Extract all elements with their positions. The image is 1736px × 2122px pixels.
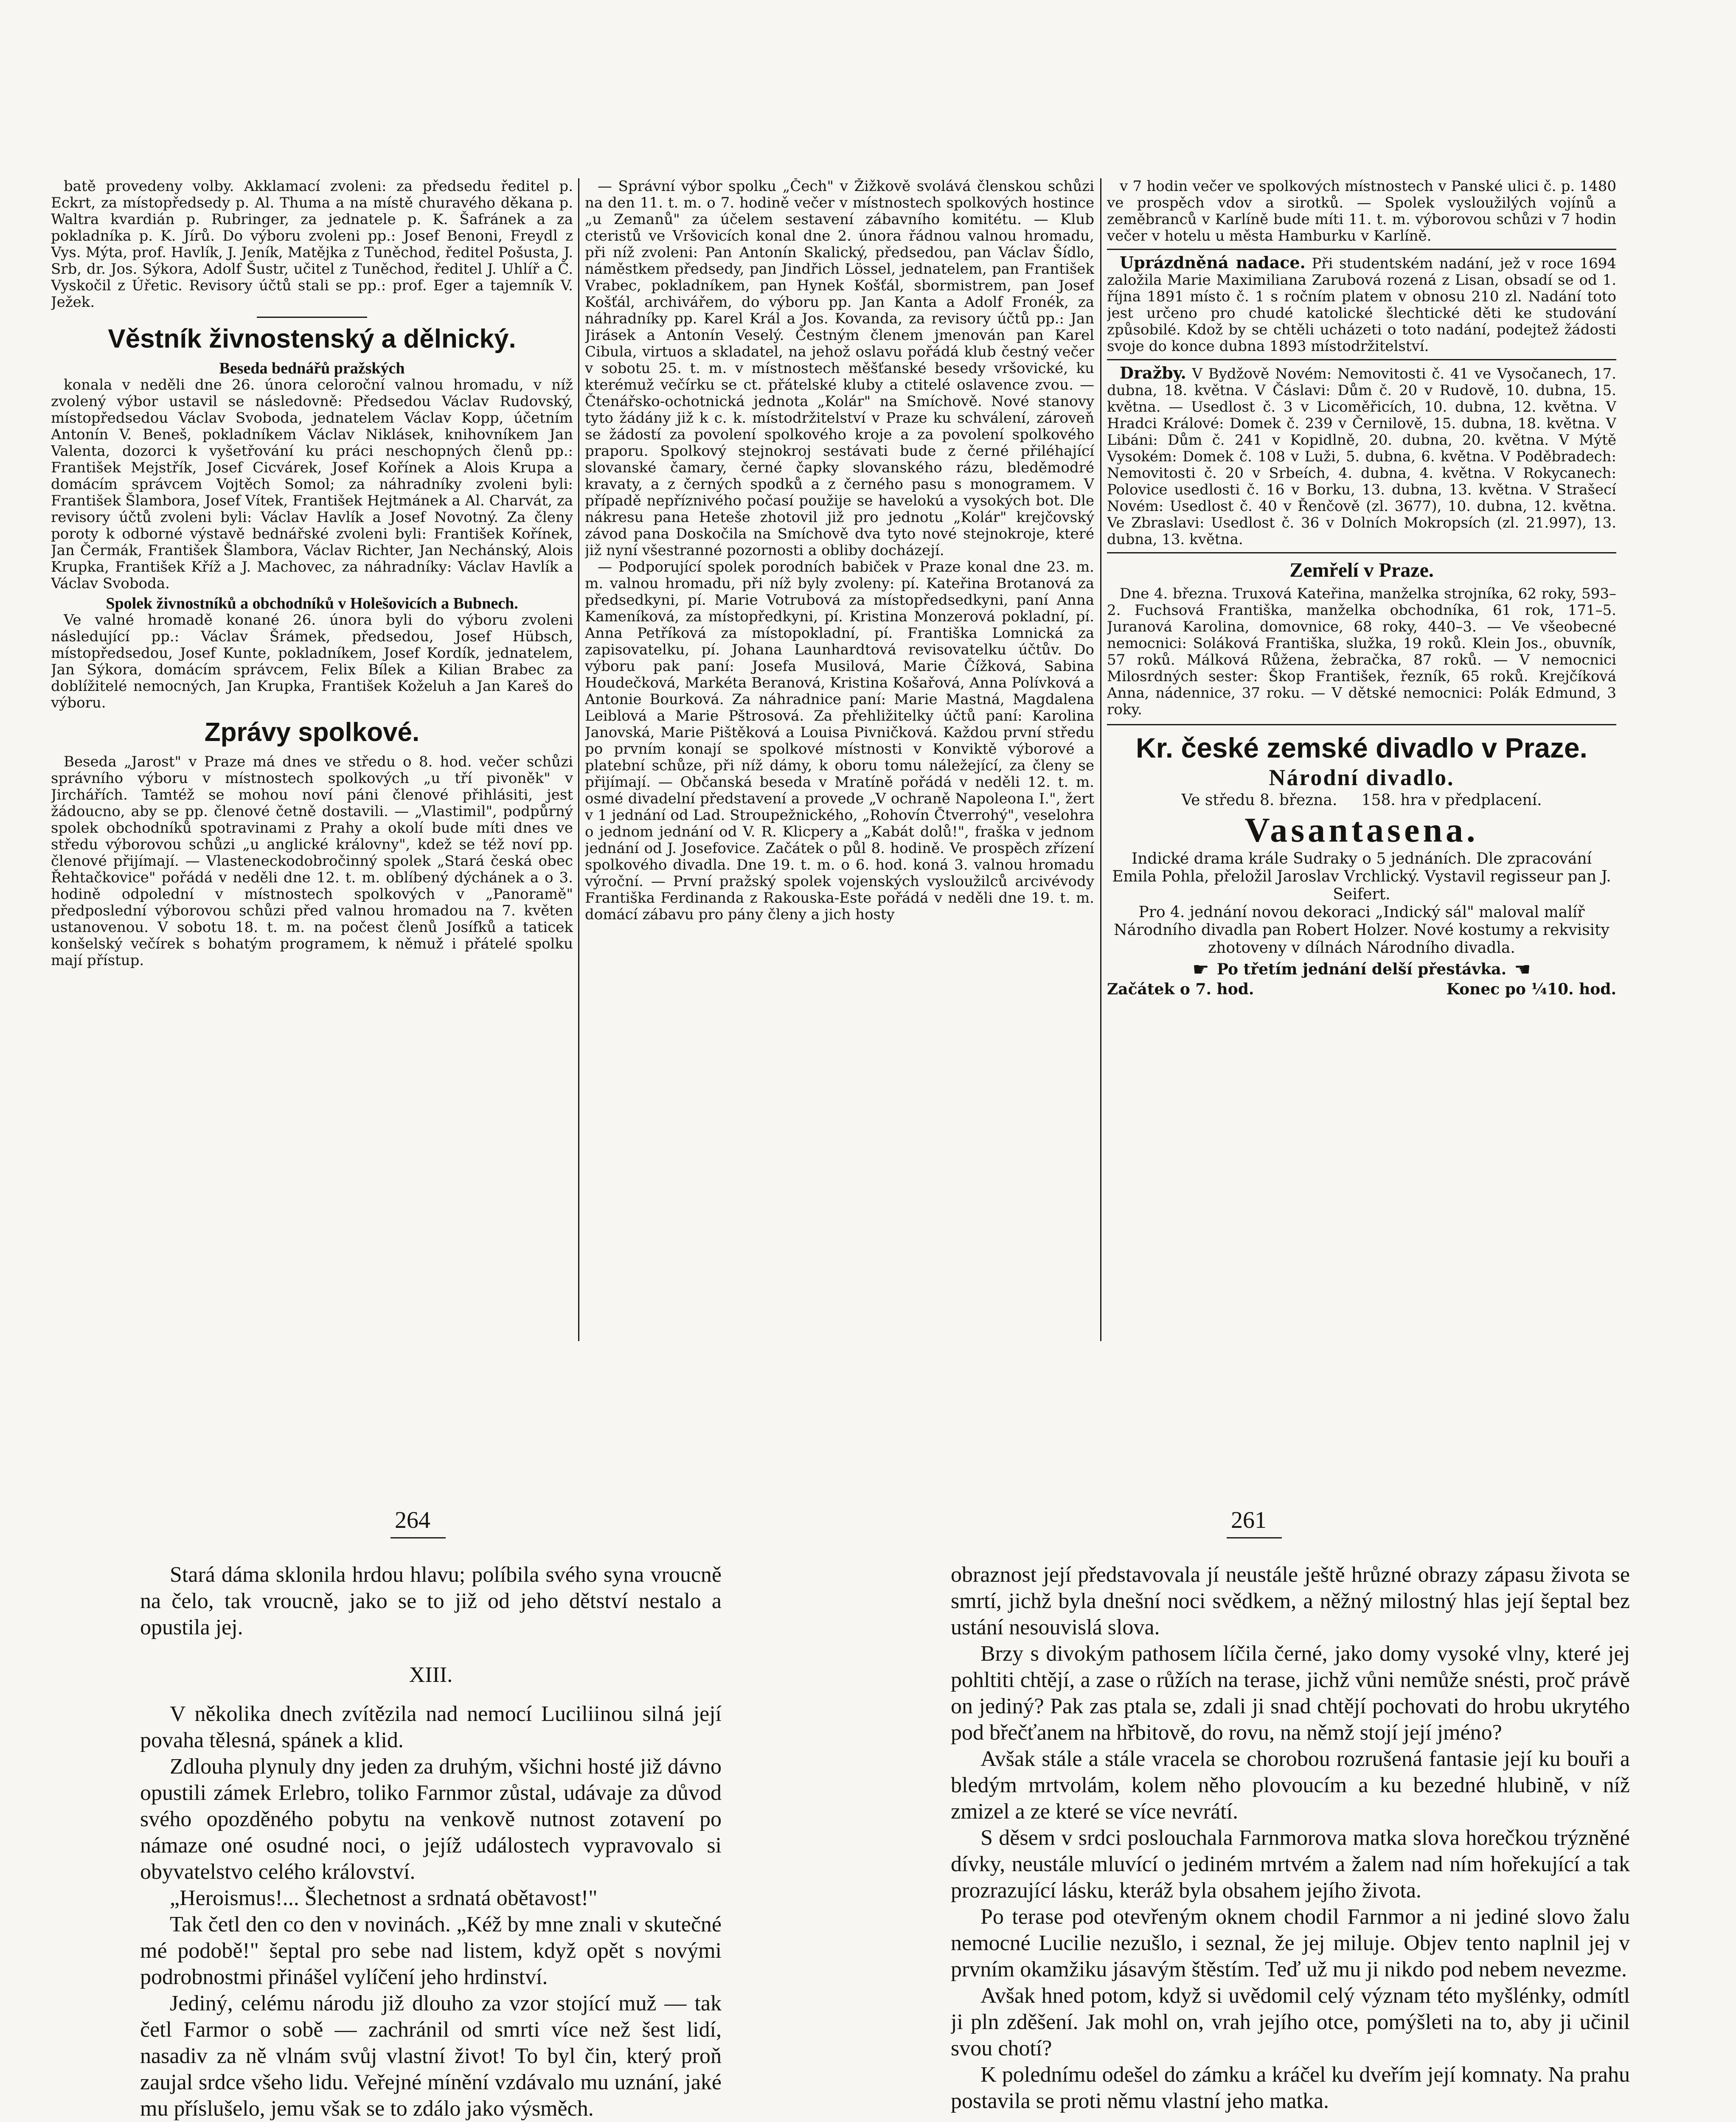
column-rule-2 [1100, 178, 1101, 1341]
election-paragraph: batě provedeny volby. Akklamací zvoleni: za předsedu ředitel p. Eckrt, za místopředsedy p. Al. Thuma a na místě churavého děkana p. Waltra kvardián p. Rubringer, za jednatele p. K. Šafránek a za pokladníka p. K. Jírů. Do výboru zvoleni pp.: Josef Benoni, Freydl z Vys. Mýta, prof. Havlík, J. Jeník, Matějka z Tuněchod, ředitel Pošusta, J. Srb, dr. Jos. Sýkora, Adolf Šustr, učitel z Tuněchod, ředitel J. Uhlíř a Č. Vyskočil z Úřetic. Revisory účtů stali se pp.: prof. Eger a tajemník V. Ježek. [51, 178, 573, 311]
spolek-paragraph: Ve valné hromadě konané 26. února byli do výboru zvoleni následující pp.: Václav Šrámek, předsedou, Josef Hübsch, místopředsedou, Josef Kunte, pokladníkem, Josef Kordík, jednatelem, Jan Sýkora, domácím správcem, Felix Bílek a Kilian Brabec za doblížitelé nemocných, Jan Krupka, František Koželuh a Jan Kareš do výboru. [51, 612, 573, 711]
book-paragraph: Tak četl den co den v novinách. „Kéž by mne znali v skutečné mé podobě!" šeptal pro sebe nad listem, když opět s novými podrobnostmi přinášel vylíčení jeho hrdinství. [140, 1912, 722, 1989]
theatre-play-title: Vasantasena. [1244, 811, 1479, 849]
book-paragraph: Po terase pod otevřeným oknem chodil Farnmor a ni jediné slovo žalu nemocné Lucilie nezušlo, i seznal, že jej miluje. Objev tento naplnil jej v prvním okamžiku jásavým štěstím. Teď už mu ji nikdo pod nebem nevezme. [951, 1905, 1630, 1982]
book-paragraph: Avšak stále a stále vracela se chorobou rozrušená fantasie její ku bouři a bledým mrtvolám, kolem něho plovoucím a ku bezedné hlubině, v níž zmizel a ze které se více nevrátí. [951, 1747, 1630, 1824]
veterans-paragraph: v 7 hodin večer ve spolkových místnostech v Panské ulici č. p. 1480 ve prospěch vdov a sirotků. — Spolek vysloužilých vojínů a zeměbranců v Karlíně bude míti 11. t. m. výborovou schůzi v 7 hodin večer v hotelu u města Hamburku v Karlíně. [1107, 178, 1616, 244]
theatre-date: Ve středu 8. března. 158. hra v předplacení. [1181, 792, 1542, 809]
book-paragraph: Stará dáma sklonila hrdou hlavu; políbila svého syna vroucně na čelo, tak vroucně, jako se to již od jeho dětství nestalo a opustila jej. [140, 1563, 722, 1639]
book-paragraph: obraznost její představovala jí neustále ještě hrůzné obrazy zápasu života se smrtí, jichž byla dnešní noci svědkem, a něžný milostný hlas její šeptal bez ustání nesouvislá slova. [951, 1563, 1630, 1639]
book-paragraph: V několika dnech zvítězila nad nemocí Luciliinou silná její povaha tělesná, spánek a klid. [140, 1702, 722, 1752]
book-page-right [951, 1562, 1630, 2122]
zpravy-paragraph: Beseda „Jarost" v Praze má dnes ve středu o 8. hod. večer schůzi správního výboru v místnostech spolkových „u tří pivoněk" v Jirchářích. Tamtéž se mohou noví páni členové přihlásiti, jest žádoucno, aby se pp. členové četně dostavili. — „Vlastimil", podpůrný spolek obchodníků spotravinami z Prahy a okolí bude míti dnes ve středu výborovou schůzi „u anglické královny", kdež se též noví pp. členové přijímají. — Vlasteneckodobročinný spolek „Stará česká obec Řehtačkovice" pořádá v neděli dne 12. t. m. oblíbený dýchánek a o 3. hodině odpolední v místnostech spolkových v „Panoramě" předposlední výborovou schůzi před valnou hromadou na 7. květen ustanovenou. V sobotu 18. t. m. na počest členů Josífků a taticek konšelský večírek s bohatým programem, k němuž i přátelé spolku mají přístup. [51, 753, 573, 969]
column-divider [1107, 552, 1616, 553]
zemreli-paragraph: Dne 4. března. Truxová Kateřina, manželka strojníka, 62 roky, 593–2. Fuchsová Františka, manželka obchodníka, 61 rok, 171–5. Juranová Karolina, domovnice, 68 roky, 440–3. — Ve všeobecné nemocnici: Soláková Františka, služka, 19 roků. Klein Jos., obuvník, 57 roků. Málková Růžena, žebračka, 87 roků. — V nemocnici Milosrdných sester: Škop František, řezník, 65 roků. Krejčíková Anna, nádennice, 37 roku. — V dětské nemocnici: Polák Edmund, 3 roky. [1107, 585, 1616, 718]
book-paragraph: Jediný, celému národu již dlouho za vzor stojící muž — tak četl Farmor o sobě — zachránil od smrti více než šest lidí, nasadiv za ně vlnám svůj vlastní život! To byl čin, který proň zaujal srdce všeho lidu. Veřejné mínění vzdávalo mu uznání, jaké mu příslušelo, jemu však se to zdálo jako výsměch. [140, 1991, 722, 2121]
theatre-end-time: Konec po ¼10. hod. [1446, 980, 1616, 998]
book-paragraph: „Heroismus!... Šlechetnost a srdnatá obětavost!" [170, 1886, 598, 1910]
pointing-hand-icon: ☛ [1192, 959, 1209, 980]
news-column-2 [585, 178, 1094, 1341]
theatre-note: Pro 4. jednání novou dekoraci „Indický sál" maloval malíř Národního divadla pan Robert Holzer. Nové kostumy a rekvisity zhotoveny v dílnách Národního divadla. [1114, 904, 1610, 957]
book-page-left [140, 1562, 722, 2122]
book-paragraph: S děsem v srdci poslouchala Farnmorova matka slova horečkou trýzněné dívky, neustále mluvící o jediném mrtvém a žalem nad ním hořekující a tak prozrazující lásku, kteráž byla obsahem jejího života. [951, 1826, 1630, 1903]
chapter-number: XIII. [409, 1663, 453, 1687]
column-divider [1107, 359, 1616, 360]
pointing-hand-left-icon: ☚ [1514, 959, 1531, 980]
theatre-description: Indické drama krále Sudraky o 5 jednáních. Dle zpracování Emila Pohla, přeložil Jaroslav Vrchlický. Vystavil regisseur pan J. Seifert. [1112, 850, 1611, 903]
subheading-drazby: Dražby. [1120, 363, 1186, 382]
column-divider [257, 317, 367, 318]
book-paragraph: Avšak hned potom, když si uvědomil celý význam této myšlénky, odmítl ji pln zděšení. Jak mohl on, vrah jejího otce, pomýšleti na to, aby ji učinil svou chotí? [951, 1984, 1630, 2060]
section-heading-vestnik: Věstník živnostenský a dělnický. [108, 324, 516, 354]
heading-zemreli: Zemřelí v Praze. [1289, 559, 1434, 581]
subheading-nadace: Uprázdněná nadace. [1120, 253, 1306, 272]
page-number-underline-right [1227, 1537, 1282, 1538]
nadace-paragraph: Při studentském nadání, jež v roce 1694 založila Marie Maximiliana Zarubová rozená z Lisan, obsadí se od 1. října 1891 místo č. 1 s ročním platem v obnosu 210 zl. Nadání toto jest určeno pro chudé katolické šlechtické děti ke studování způsobilé. Kdož by se chtěli ucházeti o toto nadání, podejtež žádosti svoje do konce dubna 1893 místodržitelství. [1107, 255, 1616, 355]
beseda-paragraph: konala v neděli dne 26. února celoroční valnou hromadu, v níž zvolený výbor ustavil se následovně: Předsedou Václav Rudovský, místopředsedou Václav Svoboda, jednatelem Václav Kopp, účetním Antonín V. Beneš, pokladníkem Václav Niklásek, knihovníkem Jan Valenta, dozorci k vyšetřování ku práci neschopných členů pp.: František Mejstřík, Josef Cicvárek, Josef Kořínek a Alois Krupa a domácím správcem Vojtěch Somol; za náhradníky zvoleni byli: František Šlambora, Josef Vítek, František Hejtmánek a Al. Charvát, za revisory účtů zvoleni byli: Václav Havlík a Josef Novotný. Za členy poroty k odborné výstavě bednářské zvoleni byli: František Kořínek, Jan Čermák, František Šlambora, Václav Richter, Jan Nechánský, Alois Krupka, František Kříž a J. Machovec, za náhradníky: Václav Havlík a Václav Svoboda. [51, 376, 573, 592]
club-news-paragraph: — Správní výbor spolku „Čech" v Žižkově svolává členskou schůzi na den 11. t. m. o 7. hodině večer v místnostech spolkových hostince „u Zemanů" za účelem sestavení zábavního komitétu. — Klub cteristů ve Vršovicích konal dne 2. února řádnou valnou hromadu, při níž zvoleni: Pan Antonín Skalický, předsedou, pan Václav Šídlo, náměstkem předsedy, pan Jindřich Lössel, jednatelem, pan František Vrabec, pokladníkem, pan Hynek Košťál, sbormistrem, pan Josef Košťál, archivářem, do výboru pp. Jan Kanta a Adolf Fronék, za náhradníky pp. Karel Král a Jos. Kovanda, za revisory účtů pp.: Jan Jirásek a Antonín Veselý. Čestným členem jmenován pan Karel Cibula, virtuos a skladatel, na jehož oslavu pořádá klub čestný večer v sobotu 25. t. m. v místnostech měšťanské besedy vršovické, ku kterémuž večírku se ct. přátelské kluby a ctitelé oslavence zvou. — Čtenářsko-ochotnická jednota „Kolár" na Smíchově. Nové stanovy tyto žádány již k c. k. místodržitelství v Praze ku schválení, zároveň se žádostí za povolení spolkového kroje a za povolení spolkového praporu. Spolkový stejnokroj sestávati bude z černé přiléhající slovanské čamary, černé čapky slovanského rázu, bleděmodré kravaty, a z černých spodků a z černého pasu s monogramem. V případě nepříznivého počasí použije se havelokú a vysokých bot. Dle nákresu pana Heteše zhotovil již pro jednotu „Kolár" krejčovský závod pana Doskočila na Smíchově dva tyto nové stejnokroje, které již nyní všestranné pozornosti a obliby docházejí. [585, 178, 1094, 559]
midwives-paragraph: — Podporující spolek porodních babiček v Praze konal dne 23. m. m. valnou hromadu, při níž byly zvoleny: pí. Kateřina Brotanová za předsedkyni, pí. Marie Votrubová za místopředsedkyni, paní Anna Kameníková, za místopředkyni, pí. Kristina Monzerová pokladní, pí. Anna Petříková za místopokladní, pí. Františka Lomnická za zapisovatelku, pí. Johana Launhardtová revisovatelku účtův. Do výboru pak paní: Josefa Musilová, Marie Čížková, Sabina Houdečková, Markéta Beranová, Kristina Košařová, Anna Polívková a Antonie Bourková. Za náhradnice paní: Marie Mastná, Magdalena Leiblová a Marie Pštrosová. Za přehližitelky účtů paní: Karolina Janovská, Marie Pištěková a Louisa Pivničková. Každou první středu po prvním konají se spolkové místnosti v Konviktě výborové a platební schůze, při níž dámy, k oboru tomu náležející, za členy se přijímají. — Občanská beseda v Mratíně pořádá v neděli 12. t. m. osmé divadelní představení a provede „V ochraně Napoleona I.", žert v 1 jednání od Lad. Stroupežnického, „Rohovín Čtverrohý", veselohra o jednom jednání od V. R. Klicpery a „Kabát dolů!", fraška v jednom jednání od J. Josefovice. Začátek o půl 8. hodině. Ve prospěch zřízení spolkového divadla. Dne 19. t. m. o 6. hod. koná 3. valnou hromadu výroční. — První pražský spolek vojenských vysloužilců arcivévody Františka Ferdinanda z Rakouska-Este pořádá v neděli dne 19. t. m. domácí zábavu pro pány členy a jich hosty [585, 559, 1094, 923]
column-divider [1107, 724, 1616, 725]
book-paragraph: Zdlouha plynuly dny jeden za druhým, všichni hosté již dávno opustili zámek Erlebro, toliko Farnmor zůstal, udávaje za důvod svého opozděného pobytu na venkově nutnost zotavení po námaze oné osudné noci, o jejíž událostech vypravovalo si obyvatelstvo celého království. [140, 1754, 722, 1884]
book-paragraph: K polednímu odešel do zámku a kráčel ku dveřím její komnaty. Na prahu postavila se proti němu vlastní jeho matka. [951, 2063, 1630, 2113]
page-number-right: 261 [1231, 1507, 1267, 1533]
page-number-underline-left [390, 1537, 446, 1538]
page-number-left: 264 [395, 1507, 430, 1533]
section-heading-zpravy: Zprávy spolkové. [204, 718, 420, 747]
book-paragraph: Brzy s divokým pathosem líčila černé, jako domy vysoké vlny, které jej pohltiti chtějí, a zase o růžích na terase, jichž vůni nemůže snésti, proč právě on jediný? Pak zas ptala se, zdali ji snad chtějí pochovati do hrobu ukrytého pod břečťanem na hřbitově, do rovu, na němž stojí její jméno? [951, 1642, 1630, 1745]
column-rule-1 [578, 178, 579, 1341]
news-column-1 [51, 178, 573, 1341]
subheading-spolek-zivnostniku: Spolek živnostníků a obchodníků v Holešovicích a Bubnech. [106, 595, 518, 612]
theatre-start-time: Začátek o 7. hod. [1107, 980, 1254, 998]
theatre-title: Kr. české zemské divadlo v Praze. [1136, 732, 1587, 763]
news-column-3 [1107, 178, 1616, 1341]
theatre-subtitle: Národní divadlo. [1269, 765, 1455, 790]
theatre-pause: Po třetím jednání delší přestávka. [1216, 960, 1507, 978]
column-divider [1107, 249, 1616, 250]
drazby-paragraph: V Bydžově Novém: Nemovitosti č. 41 ve Vysočanech, 17. dubna, 18. května. V Čáslavi: Dům č. 20 v Rudově, 10. dubna, 15. května. — Usedlost č. 3 v Licoměřicích, 10. dubna, 12. května. V Hradci Králové: Domek č. 239 v Černilově, 15. dubna, 18. května. V Libáni: Dům č. 241 v Kopidlně, 20. dubna, 20. května. V Mýtě Vysokém: Domek č. 108 v Luži, 5. dubna, 6. května. V Poděbradech: Nemovitosti č. 20 v Srbeích, 4. dubna, 4. května. V Rokycanech: Polovice usedlosti č. 16 v Borku, 13. dubna, 13. května. V Strašecí Novém: Usedlost č. 40 v Řenčově (zl. 3677), 10. dubna, 12. května. Ve Zbraslavi: Usedlost č. 36 v Dolních Mokropsích (zl. 21.997), 13. dubna, 13. května. [1107, 365, 1616, 548]
subheading-beseda: Beseda bednářů pražských [219, 359, 405, 377]
